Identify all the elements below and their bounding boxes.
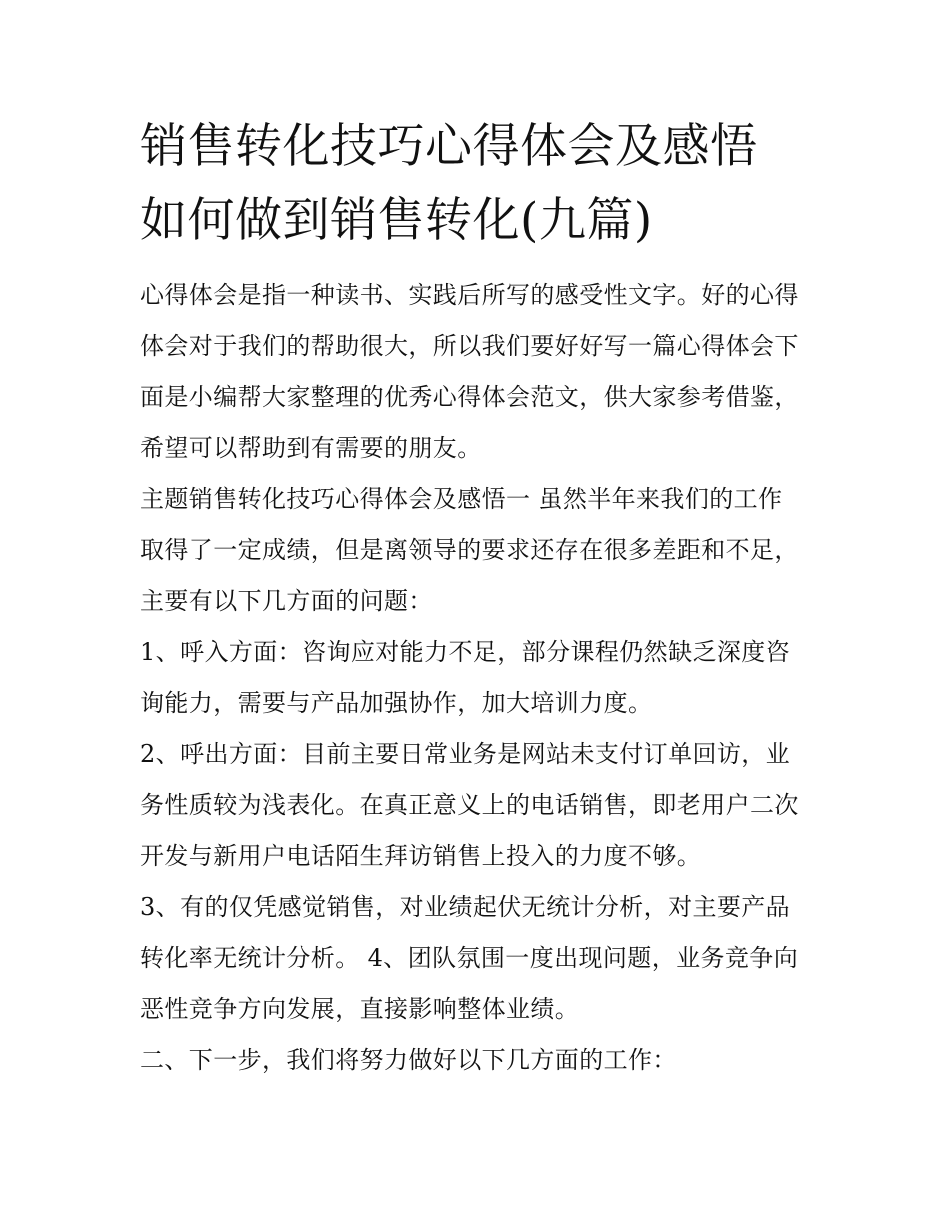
text-line: 2、呼出方面：目前主要日常业务是网站未支付订单回访，业 [140, 740, 791, 768]
paragraph-next-steps [140, 1035, 815, 1086]
title-line-1: 销售转化技巧心得体会及感悟 [140, 119, 758, 174]
text-line: 希望可以帮助到有需要的朋友。 [140, 434, 482, 462]
text-line: 主要有以下几方面的问题： [140, 587, 433, 615]
text-line: 面是小编帮大家整理的优秀心得体会范文，供大家参考借鉴， [140, 383, 799, 411]
title-line-2: 如何做到销售转化(九篇) [140, 193, 653, 248]
paragraph-topic [140, 474, 815, 627]
text-line: 心得体会是指一种读书、实践后所写的感受性文字。好的心得 [140, 281, 799, 309]
document-body [140, 270, 815, 1086]
text-line: 3、有的仅凭感觉销售，对业绩起伏无统计分析，对主要产品 [140, 893, 791, 921]
text-line: 1、呼入方面：咨询应对能力不足，部分课程仍然缺乏深度咨 [140, 638, 791, 666]
text-line: 体会对于我们的帮助很大，所以我们要好好写一篇心得体会下 [140, 332, 799, 360]
text-line: 转化率无统计分析。 4、团队氛围一度出现问题，业务竞争向 [140, 944, 799, 972]
paragraph-intro [140, 270, 815, 474]
paragraph-item-2 [140, 729, 815, 882]
document-page [140, 110, 815, 1086]
paragraph-item-3-4 [140, 882, 815, 1035]
text-line: 二、下一步，我们将努力做好以下几方面的工作： [140, 1046, 677, 1074]
text-line: 恶性竞争方向发展，直接影响整体业绩。 [140, 995, 580, 1023]
text-line: 务性质较为浅表化。在真正意义上的电话销售，即老用户二次 [140, 791, 799, 819]
text-line: 取得了一定成绩，但是离领导的要求还存在很多差距和不足， [140, 536, 799, 564]
paragraph-item-1 [140, 627, 815, 729]
text-line: 开发与新用户电话陌生拜访销售上投入的力度不够。 [140, 842, 702, 870]
text-line: 主题销售转化技巧心得体会及感悟一 虽然半年来我们的工作 [140, 485, 783, 513]
document-title [140, 110, 815, 258]
text-line: 询能力，需要与产品加强协作，加大培训力度。 [140, 689, 653, 717]
